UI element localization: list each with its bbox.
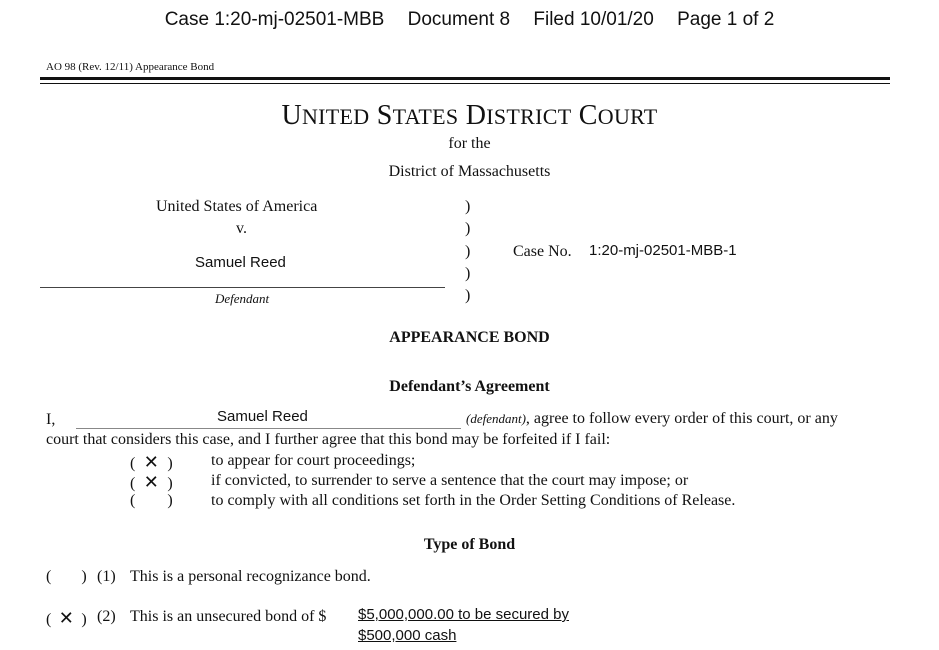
case-number-label: Case No. [513,243,572,260]
caption-paren: ) [465,198,471,215]
for-the-label: for the [448,135,491,152]
bond-title: APPEARANCE BOND [389,329,550,346]
type-of-bond-heading: Type of Bond [423,536,516,553]
defendant-hint: (defendant) [466,411,526,426]
ecf-case-number: Case 1:20-mj-02501-MBB [164,9,385,30]
condition-text: to comply with all conditions set forth in the Order Setting Conditions of Release. [211,492,736,509]
ecf-page-count: Page 1 of 2 [677,9,775,30]
agreement-i-label: I, [46,411,56,428]
header-rule-thick [40,77,890,80]
case-number-value: 1:20-mj-02501-MBB-1 [589,242,737,259]
condition-text: to appear for court proceedings; [211,452,416,469]
agreement-defendant-name: Samuel Reed [217,408,308,425]
condition-checkbox: ( ) [130,492,173,509]
defendant-label: Defendant [215,291,270,306]
agreement-line1 [466,410,838,428]
check-x-icon: ✕ [58,608,74,629]
caption-paren: ) [465,265,471,282]
bond-option-2-number: (2) [97,608,116,625]
ecf-document-number: Document 8 [407,9,511,30]
agreement-heading: Defendant’s Agreement [389,378,550,395]
plaintiff-name: United States of America [156,198,318,215]
agreement-line1-text: , agree to follow every order of this court, or any [525,410,838,427]
check-x-icon: ✕ [143,452,159,473]
condition-checkbox: ( ✕ ) [130,472,173,493]
court-title: UNITED STATES DISTRICT COURT [281,100,658,131]
bond-option-2-text: This is an unsecured bond of $ [130,608,327,625]
condition-text: if convicted, to surrender to serve a sentence that the court may impose; or [211,472,689,489]
district-name: District of Massachusetts [388,163,551,180]
bond-option-1-text: This is a personal recognizance bond. [130,568,371,585]
form-identifier: AO 98 (Rev. 12/11) Appearance Bond [46,61,215,73]
versus-label: v. [236,220,247,237]
agreement-name-line [76,428,461,429]
bond-option-1-number: (1) [97,568,116,585]
bond-option-2-checkbox: ( ✕ ) [46,608,87,629]
defendant-signature-line [40,287,445,288]
caption-paren: ) [465,243,471,260]
caption-defendant-name: Samuel Reed [195,254,286,271]
header-rule-thin [40,83,890,84]
ecf-filed-date: Filed 10/01/20 [533,9,654,30]
agreement-line2: court that considers this case, and I further agree that this bond may be forfeited if I fail: [46,431,611,448]
condition-checkbox: ( ✕ ) [130,452,173,473]
caption-paren: ) [465,287,471,304]
caption-paren: ) [465,220,471,237]
bond-amount-line2: $500,000 cash [358,627,457,644]
bond-option-1-checkbox: ( ) [46,568,87,585]
ecf-header [0,9,939,31]
check-x-icon: ✕ [143,472,159,493]
bond-amount-line1: $5,000,000.00 to be secured by [358,606,569,623]
